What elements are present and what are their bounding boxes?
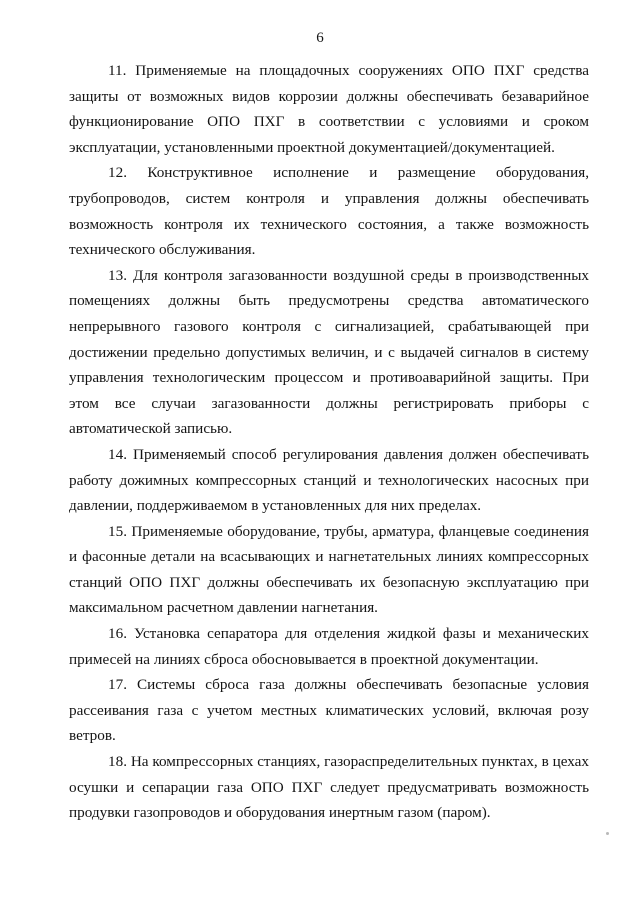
page-number: 6 [316,30,324,46]
paragraph-16: 16. Установка сепаратора для отделения жидкой фазы и механических примесей на линиях сброса обосновывается в проектной документации. [69,625,589,668]
paragraph-12: 12. Конструктивное исполнение и размещение оборудования, трубопроводов, систем контроля и управления должны обеспечивать возможность контроля их технического состояния, а также возможность технического обслуживания. [69,164,589,259]
paragraph-17: 17. Системы сброса газа должны обеспечивать безопасные условия рассеивания газа с учетом местных климатических условий, включая розу ветров. [69,676,589,745]
document-body [69,58,589,826]
paragraph-13: 13. Для контроля загазованности воздушной среды в производственных помещениях должны быть предусмотрены средства автоматического непрерывного газового контроля с сигнализацией, срабатывающей при достижении предельно допустимых величин, и с выдачей сигналов в систему управления технологическим процессом и противоаварийной защиты. При этом все случаи загазованности должны регистрировать приборы с автоматической записью. [69,266,589,438]
paragraph-14: 14. Применяемый способ регулирования давления должен обеспечивать работу дожимных компрессорных станций и технологических насосных при давлении, поддерживаемом в установленных для них пределах. [69,445,589,515]
paragraph-11: 11. Применяемые на площадочных сооружениях ОПО ПХГ средства защиты от возможных видов коррозии должны обеспечивать безаварийное функционирование ОПО ПХГ в соответствии с условиями и сроком эксплуатации, установленными проектной документацией/документацией. [69,62,589,156]
paragraph-18: 18. На компрессорных станциях, газораспределительных пунктах, в цехах осушки и сепарации газа ОПО ПХГ следует предусматривать возможность продувки газопроводов и оборудования инертным газом (паром). [69,753,589,822]
paragraph-15: 15. Применяемые оборудование, трубы, арматура, фланцевые соединения и фасонные детали на всасывающих и нагнетательных линиях компрессорных станций ОПО ПХГ должны обеспечивать их безопасную эксплуатацию при максимальном расчетном давлении нагнетания. [69,522,589,617]
scan-speck [606,832,609,835]
